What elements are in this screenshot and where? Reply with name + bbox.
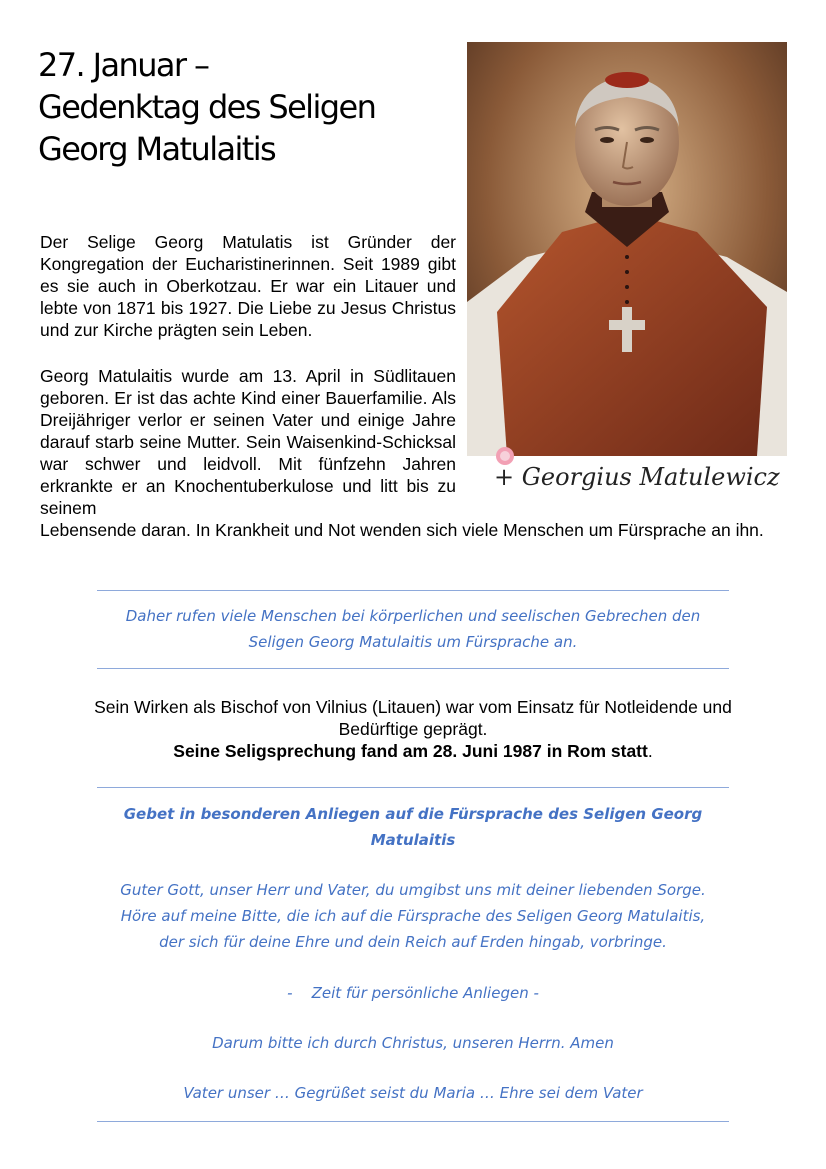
bishop-line-2: Bedürftige geprägt. bbox=[338, 719, 488, 739]
page-title bbox=[38, 44, 458, 170]
prayer-body-line-2: Höre auf meine Bitte, die ich auf die Fürsprache des Seligen Georg Matulaitis, bbox=[120, 907, 706, 925]
divider bbox=[97, 1121, 729, 1122]
quote-line-1: Daher rufen viele Menschen bei körperlichen und seelischen Gebrechen den bbox=[125, 607, 701, 625]
quote-line-2: Seligen Georg Matulaitis um Fürsprache an. bbox=[248, 633, 578, 651]
title-line-1: 27. Januar – bbox=[38, 46, 209, 84]
prayer-closing: Darum bitte ich durch Christus, unseren Herrn. Amen bbox=[212, 1034, 614, 1052]
portrait-illustration bbox=[467, 42, 787, 456]
bio-paragraph: Georg Matulaitis wurde am 13. April in Südlitauen geboren. Er ist das achte Kind einer Bauerfamilie. Als Dreijähriger verlor er seinen Vater und einige Jahre darauf starb seine Mutter. Sein Waisenkind-Schicksal war schwer und leidvoll. Mit fünfzehn Jahren erkrankte er an Knochentuberkulose und litt bis zu seinem bbox=[40, 366, 456, 518]
title-line-3: Georg Matulaitis bbox=[38, 130, 276, 168]
prayer-body-line-1: Guter Gott, unser Herr und Vater, du umgibst uns mit deiner liebenden Sorge. bbox=[120, 881, 706, 899]
prayer-heading-line-2: Matulaitis bbox=[370, 831, 456, 849]
signature-text: + Georgius Matulewicz bbox=[494, 463, 780, 491]
title-line-2: Gedenktag des Seligen bbox=[38, 88, 376, 126]
quote-box bbox=[97, 603, 729, 655]
signature bbox=[490, 440, 790, 500]
prayer-heading-line-1: Gebet in besonderen Anliegen auf die Fürsprache des Seligen Georg bbox=[123, 805, 703, 823]
portrait-photo bbox=[467, 42, 787, 456]
bio-paragraph-continuation: Lebensende daran. In Krankheit und Not wenden sich viele Menschen um Fürsprache an ihn. bbox=[40, 520, 764, 540]
prayer-body bbox=[97, 877, 729, 955]
bishop-line-1: Sein Wirken als Bischof von Vilnius (Litauen) war vom Einsatz für Notleidende und bbox=[94, 697, 732, 717]
divider bbox=[97, 590, 729, 591]
bishop-text bbox=[40, 696, 786, 762]
divider bbox=[97, 787, 729, 788]
prayer-heading bbox=[97, 801, 729, 853]
beatification-text: Seine Seligsprechung fand am 28. Juni 1987 in Rom statt bbox=[173, 741, 648, 761]
prayer-final: Vater unser … Gegrüßet seist du Maria … Ehre sei dem Vater bbox=[183, 1084, 643, 1102]
prayer-body-line-3: der sich für deine Ehre und dein Reich auf Erden hingab, vorbringe. bbox=[159, 933, 667, 951]
intro-paragraph: Der Selige Georg Matulatis ist Gründer der Kongregation der Eucharistinerinnen. Seit 1989 gibt es sie auch in Oberkotzau. Er war ein Litauer und lebte von 1871 bis 1927. Die Liebe zu Jesus Christus und zur Kirche prägten sein Leben. bbox=[40, 232, 456, 340]
divider bbox=[97, 668, 729, 669]
beatification-period: . bbox=[647, 741, 653, 761]
prayer-pause: - Zeit für persönliche Anliegen - bbox=[287, 984, 539, 1002]
